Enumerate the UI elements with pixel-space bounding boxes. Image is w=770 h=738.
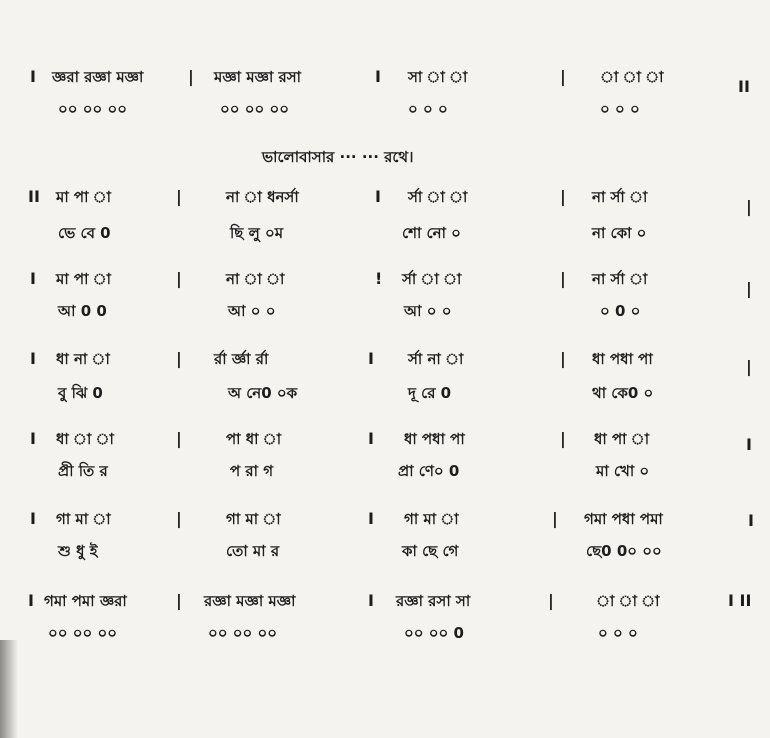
bar-line: | bbox=[176, 591, 182, 610]
bar-line: II bbox=[738, 77, 750, 96]
swara-cell: মা পা া bbox=[56, 270, 111, 288]
swara-row-5 bbox=[0, 424, 770, 454]
lyric-cell: শো নো ০ bbox=[402, 224, 461, 242]
bar-line: | bbox=[176, 269, 182, 288]
bar-line: I bbox=[748, 511, 754, 530]
bar-line: | bbox=[560, 269, 566, 288]
lyric-cell: প রা গ bbox=[230, 462, 274, 480]
swara-cell: ধা পা া bbox=[594, 430, 650, 448]
page-edge-shadow bbox=[0, 640, 18, 738]
swara-cell: গা মা া bbox=[226, 510, 281, 528]
bar-line: I bbox=[368, 349, 374, 368]
swara-cell: া া া bbox=[596, 592, 660, 610]
lyric-row-4 bbox=[0, 378, 770, 408]
lyric-row-7 bbox=[0, 618, 770, 648]
lyric-cell: মা খো ০ bbox=[596, 462, 650, 480]
bar-line: | bbox=[548, 591, 554, 610]
bar-line: I bbox=[30, 269, 36, 288]
swara-cell: া া া bbox=[600, 68, 664, 86]
bar-line: II bbox=[28, 187, 40, 206]
bar-line: | bbox=[746, 197, 752, 216]
bar-line: | bbox=[552, 509, 558, 528]
bar-line: | bbox=[560, 429, 566, 448]
bar-line: | bbox=[560, 187, 566, 206]
bar-line: | bbox=[188, 67, 194, 86]
swara-cell: গা মা া bbox=[56, 510, 111, 528]
swara-cell: র্সা না া bbox=[408, 350, 464, 368]
lyric-cell: প্রী তি র bbox=[58, 462, 108, 480]
lyric-row-6 bbox=[0, 536, 770, 566]
bar-line: I bbox=[375, 187, 381, 206]
bar-line: I bbox=[746, 435, 752, 454]
swara-cell: রজ্ঞা মজ্ঞা মজ্ঞা bbox=[204, 592, 296, 610]
swara-cell: না া ধনর্সা bbox=[226, 188, 299, 206]
bar-line: I bbox=[28, 591, 34, 610]
lyric-row-5 bbox=[0, 456, 770, 486]
swara-cell: র্সা া া bbox=[408, 188, 468, 206]
lyric-cell: ০ ০ ০ bbox=[408, 100, 448, 118]
swara-cell: গা মা া bbox=[404, 510, 459, 528]
bar-line: I bbox=[30, 509, 36, 528]
swara-cell: না র্সা া bbox=[592, 188, 648, 206]
swara-cell: না র্সা া bbox=[592, 270, 648, 288]
lyric-cell: ০ 0 ০ bbox=[600, 302, 641, 320]
swara-cell: ধা পধা পা bbox=[404, 430, 465, 448]
lyric-cell: ০০ ০০ ০০ bbox=[220, 100, 289, 118]
bar-line: | bbox=[560, 349, 566, 368]
bar-line: I bbox=[375, 67, 381, 86]
swara-cell: গমা পমা জ্ঞরা bbox=[44, 592, 127, 610]
lyric-cell: ভে বে 0 bbox=[58, 224, 111, 242]
swara-cell: গমা পধা পমা bbox=[584, 510, 663, 528]
lyric-cell: অ নে0 ০ক bbox=[228, 384, 298, 402]
bar-line: | bbox=[176, 349, 182, 368]
swara-cell: না া া bbox=[226, 270, 285, 288]
lyric-cell: তো মা র bbox=[226, 542, 280, 560]
bar-line: I bbox=[30, 349, 36, 368]
bar-line: I bbox=[368, 591, 374, 610]
lyric-cell: ০০ ০০ 0 bbox=[404, 624, 464, 642]
section-heading: ভালোবাসার ··· ··· রথে। bbox=[262, 148, 414, 166]
bar-line: | bbox=[746, 357, 752, 376]
bar-line: | bbox=[560, 67, 566, 86]
lyric-cell: না কো ০ bbox=[592, 224, 647, 242]
bar-line: | bbox=[176, 509, 182, 528]
bar-line: | bbox=[176, 187, 182, 206]
lyric-cell: ০০ ০০ ০০ bbox=[208, 624, 277, 642]
lyric-cell: আ 0 0 bbox=[58, 302, 107, 320]
lyric-cell: থা কে0 ০ bbox=[592, 384, 654, 402]
swara-cell: র্সা া া bbox=[402, 270, 462, 288]
swara-cell: জ্ঞরা রজ্ঞা মজ্ঞা bbox=[52, 68, 144, 86]
swara-cell: রজ্ঞা রসা সা bbox=[396, 592, 471, 610]
lyric-row-2 bbox=[0, 218, 770, 248]
swara-cell: র্রা র্জ্ঞা র্রা bbox=[214, 350, 269, 368]
bar-line: ! bbox=[375, 269, 383, 288]
swara-row-4 bbox=[0, 344, 770, 374]
bar-line: I bbox=[368, 429, 374, 448]
lyric-row-3 bbox=[0, 296, 770, 326]
lyric-cell: প্রা ণে০ 0 bbox=[398, 462, 460, 480]
swara-cell: সা া া bbox=[408, 68, 468, 86]
swara-cell: মা পা া bbox=[56, 188, 111, 206]
lyric-row-1 bbox=[0, 94, 770, 124]
swara-row-6 bbox=[0, 504, 770, 534]
lyric-cell: আ ০ ০ bbox=[404, 302, 452, 320]
lyric-cell: শু ধু ই bbox=[58, 542, 98, 560]
bar-line: | bbox=[746, 279, 752, 298]
swara-row-3 bbox=[0, 264, 770, 298]
lyric-cell: ০ ০ ০ bbox=[598, 624, 638, 642]
bar-line: I bbox=[368, 509, 374, 528]
lyric-cell: ০ ০ ০ bbox=[600, 100, 640, 118]
lyric-cell: ছি লু ০ম bbox=[230, 224, 284, 242]
bar-line: I II bbox=[728, 591, 752, 610]
swara-cell: পা ধা া bbox=[226, 430, 282, 448]
lyric-cell: ০০ ০০ ০০ bbox=[48, 624, 117, 642]
lyric-cell: ছে0 0০ ০০ bbox=[586, 542, 662, 560]
swara-cell: ধা া া bbox=[56, 430, 114, 448]
swara-cell: ধা না া bbox=[56, 350, 110, 368]
lyric-cell: দূ রে 0 bbox=[408, 384, 452, 402]
lyric-cell: কা ছে গে bbox=[402, 542, 459, 560]
bar-line: | bbox=[176, 429, 182, 448]
swara-cell: মজ্ঞা মজ্ঞা রসা bbox=[214, 68, 302, 86]
lyric-cell: আ ০ ০ bbox=[228, 302, 276, 320]
bar-line: I bbox=[30, 67, 36, 86]
bar-line: I bbox=[30, 429, 36, 448]
lyric-cell: বু ঝি 0 bbox=[58, 384, 103, 402]
swara-cell: ধা পধা পা bbox=[592, 350, 653, 368]
swara-row-1 bbox=[0, 62, 770, 96]
lyric-cell: ০০ ০০ ০০ bbox=[58, 100, 127, 118]
swara-row-7 bbox=[0, 586, 770, 616]
swara-row-2 bbox=[0, 182, 770, 216]
